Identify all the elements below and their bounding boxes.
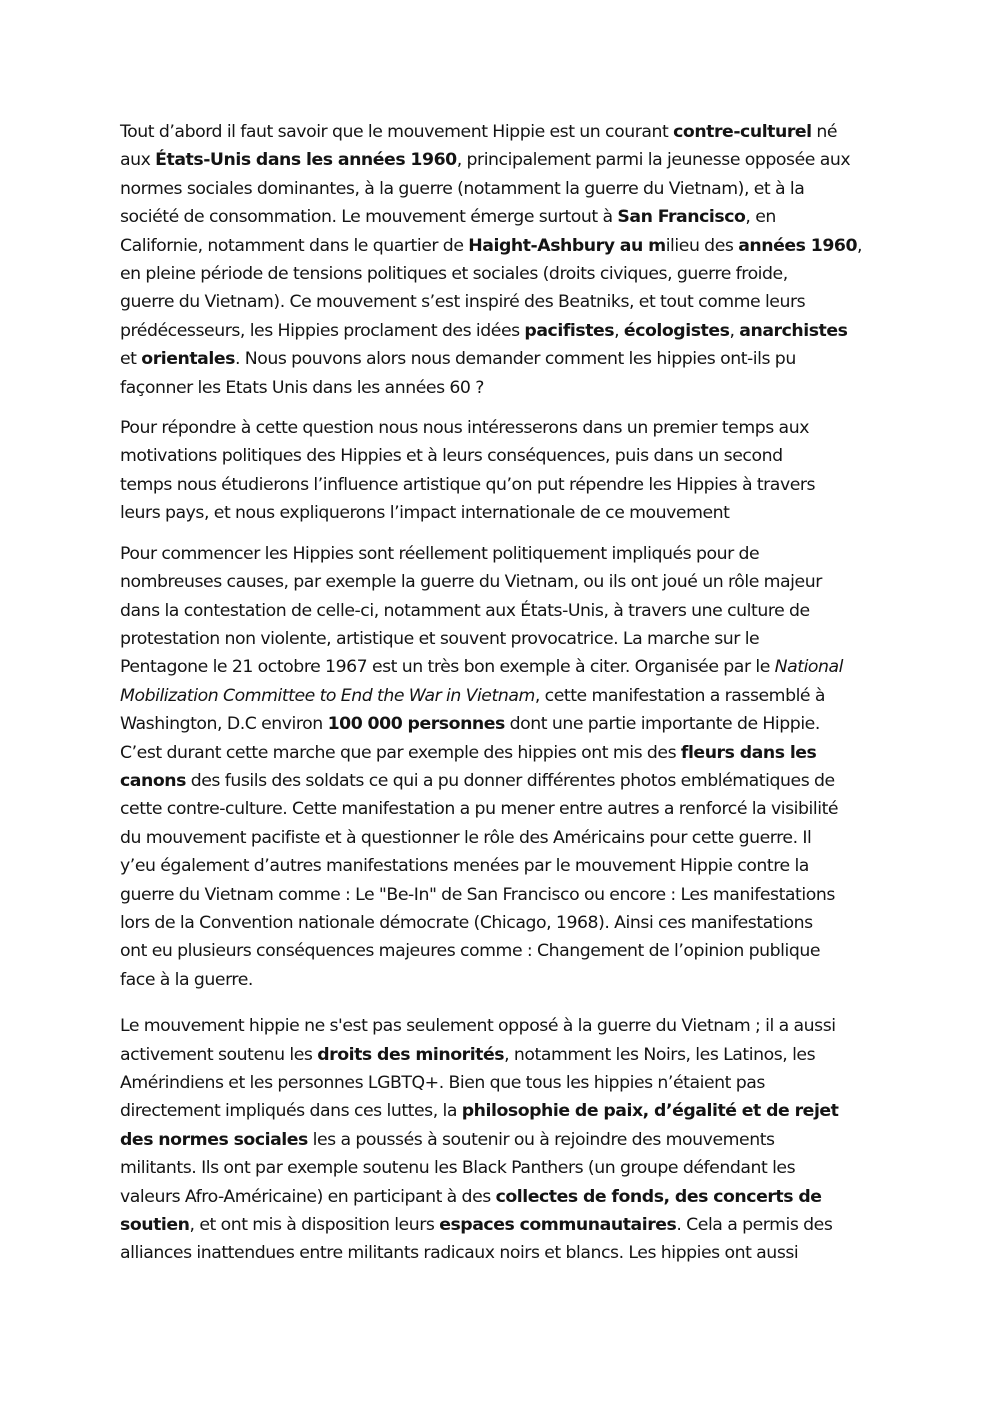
- text-run: Californie, notamment dans le quartier de: [120, 235, 469, 256]
- text-run: . Nous pouvons alors nous demander comment les hippies ont-ils pu: [234, 349, 796, 370]
- text-run: ,: [857, 235, 863, 256]
- text-line: [120, 175, 882, 203]
- text-run: motivations politiques des Hippies et à leurs conséquences, puis dans un second: [120, 446, 783, 467]
- bold-text: fleurs dans les: [680, 742, 817, 763]
- text-line: [120, 1097, 882, 1125]
- bold-text: San Francisco: [617, 207, 746, 228]
- text-line: [120, 625, 882, 653]
- bold-text: contre-culturel: [673, 122, 812, 142]
- text-run: dont une partie importante de Hippie.: [504, 714, 820, 735]
- text-line: [120, 540, 882, 568]
- text-run: nombreuses causes, par exemple la guerre du Vietnam, ou ils ont joué un rôle majeur: [120, 572, 822, 593]
- text-run: alliances inattendues entre militants radicaux noirs et blancs. Les hippies ont aussi: [120, 1243, 799, 1264]
- text-run: temps nous étudierons l’influence artistique qu’on put répendre les Hippies à travers: [120, 474, 816, 495]
- text-run: Amérindiens et les personnes LGBTQ+. Bien que tous les hippies n’étaient pas: [120, 1073, 765, 1093]
- text-run: , notamment les Noirs, les Latinos, les: [504, 1044, 816, 1065]
- text-run: né: [811, 122, 838, 142]
- text-run: cette contre-culture. Cette manifestation a pu mener entre autres a renforcé la visibilité: [120, 799, 839, 820]
- text-line: [120, 260, 882, 288]
- text-run: y’eu également d’autres manifestations menées par le mouvement Hippie contre la: [120, 856, 809, 877]
- text-run: Le mouvement hippie ne s'est pas seulement opposé à la guerre du Vietnam ; il a aussi: [120, 1016, 836, 1037]
- document-page: [120, 118, 882, 1280]
- bold-text: orientales: [141, 349, 235, 370]
- text-line: [120, 499, 882, 527]
- italic-text: National: [774, 657, 844, 678]
- text-line: [120, 1211, 882, 1239]
- text-line: [120, 414, 882, 442]
- text-run: façonner les Etats Unis dans les années 60 ?: [120, 377, 484, 398]
- text-line: [120, 852, 882, 880]
- text-run: activement soutenu les: [120, 1044, 318, 1065]
- text-line: [120, 710, 882, 738]
- text-run: dans la contestation de celle-ci, notamment aux États-Unis, à travers une culture de: [120, 600, 810, 621]
- text-run: guerre du Vietnam comme : Le "Be-In" de San Francisco ou encore : Les manifestations: [120, 884, 835, 905]
- text-line: [120, 966, 882, 994]
- text-line: [120, 288, 882, 316]
- text-line: [120, 317, 882, 345]
- text-run: société de consommation. Le mouvement émerge surtout à: [120, 207, 618, 228]
- paragraph-political-involvement: [120, 540, 882, 995]
- text-run: ont eu plusieurs conséquences majeures comme : Changement de l’opinion publique: [120, 941, 821, 962]
- text-run: normes sociales dominantes, à la guerre (notamment la guerre du Vietnam), et à la: [120, 178, 805, 199]
- text-run: aux: [120, 150, 156, 171]
- text-run: ilieu des: [665, 235, 739, 256]
- text-line: [120, 118, 882, 146]
- text-line: [120, 597, 882, 625]
- text-run: , cette manifestation a rassemblé à: [534, 685, 826, 706]
- text-line: [120, 471, 882, 499]
- text-line: [120, 374, 882, 402]
- text-run: Tout d’abord il faut savoir que le mouvement Hippie est un courant: [120, 122, 674, 142]
- paragraph-intro: [120, 118, 882, 402]
- text-run: militants. Ils ont par exemple soutenu les Black Panthers (un groupe défendant les: [120, 1158, 796, 1179]
- bold-text: 100 000 personnes: [327, 714, 505, 735]
- text-line: [120, 203, 882, 231]
- bold-text: États-Unis dans les années 1960: [155, 150, 457, 171]
- text-line: [120, 1041, 882, 1069]
- text-run: , et ont mis à disposition leurs: [189, 1215, 440, 1236]
- text-line: [120, 739, 882, 767]
- bold-text: pacifistes: [524, 320, 615, 341]
- text-run: leurs pays, et nous expliquerons l’impact internationale de ce mouvement: [120, 503, 730, 524]
- text-line: [120, 568, 882, 596]
- text-line: [120, 442, 882, 470]
- bold-text: droits des minorités: [317, 1044, 505, 1065]
- text-line: [120, 881, 882, 909]
- text-run: Washington, D.C environ: [120, 714, 328, 735]
- text-run: lors de la Convention nationale démocrate (Chicago, 1968). Ainsi ces manifestations: [120, 912, 813, 933]
- text-line: [120, 653, 882, 681]
- text-line: [120, 345, 882, 373]
- bold-text: soutien: [120, 1215, 190, 1236]
- paragraph-minority-rights: [120, 1012, 882, 1268]
- bold-text: Haight-Ashbury au m: [468, 235, 666, 256]
- paragraph-plan: [120, 414, 882, 528]
- bold-text: écologistes: [623, 320, 730, 341]
- text-line: [120, 1154, 882, 1182]
- bold-text: des normes sociales: [120, 1129, 308, 1150]
- text-run: prédécesseurs, les Hippies proclament des idées: [120, 320, 525, 341]
- text-line: [120, 682, 882, 710]
- text-run: face à la guerre.: [120, 969, 253, 990]
- text-run: et: [120, 349, 142, 370]
- bold-text: canons: [120, 770, 186, 791]
- bold-text: collectes de fonds, des concerts de: [495, 1186, 822, 1207]
- text-run: en pleine période de tensions politiques et sociales (droits civiques, guerre froide,: [120, 264, 788, 285]
- text-run: du mouvement pacifiste et à questionner le rôle des Américains pour cette guerre. Il: [120, 827, 812, 848]
- italic-text: Mobilization Committee to End the War in Vietnam: [120, 685, 535, 706]
- text-run: Pour répondre à cette question nous nous intéresserons dans un premier temps aux: [120, 418, 809, 439]
- text-run: ,: [614, 320, 624, 341]
- text-run: ,: [729, 320, 740, 341]
- text-line: [120, 795, 882, 823]
- text-line: [120, 146, 882, 174]
- text-line: [120, 1126, 882, 1154]
- text-run: valeurs Afro-Américaine) en participant à des: [120, 1186, 496, 1207]
- text-line: [120, 937, 882, 965]
- bold-text: années 1960: [738, 235, 858, 256]
- text-run: directement impliqués dans ces luttes, la: [120, 1101, 462, 1122]
- text-line: [120, 1069, 882, 1097]
- bold-text: philosophie de paix, d’égalité et de rejet: [461, 1101, 839, 1122]
- text-line: [120, 232, 882, 260]
- text-run: . Cela a permis des: [676, 1215, 833, 1236]
- text-run: guerre du Vietnam). Ce mouvement s’est inspiré des Beatniks, et tout comme leurs: [120, 292, 806, 313]
- text-run: Pentagone le 21 octobre 1967 est un très bon exemple à citer. Organisée par le: [120, 657, 775, 678]
- text-line: [120, 767, 882, 795]
- text-line: [120, 1183, 882, 1211]
- text-run: C’est durant cette marche que par exemple des hippies ont mis des: [120, 742, 681, 763]
- text-run: les a poussés à soutenir ou à rejoindre des mouvements: [307, 1129, 775, 1150]
- text-line: [120, 1239, 882, 1267]
- text-run: protestation non violente, artistique et souvent provocatrice. La marche sur le: [120, 628, 760, 649]
- text-run: , en: [745, 207, 776, 228]
- text-run: , principalement parmi la jeunesse opposée aux: [456, 150, 851, 171]
- bold-text: anarchistes: [739, 320, 848, 341]
- bold-text: espaces communautaires: [439, 1215, 677, 1236]
- text-line: [120, 909, 882, 937]
- text-line: [120, 824, 882, 852]
- text-run: des fusils des soldats ce qui a pu donner différentes photos emblématiques de: [185, 770, 835, 791]
- text-line: [120, 1012, 882, 1040]
- text-run: Pour commencer les Hippies sont réellement politiquement impliqués pour de: [120, 543, 760, 564]
